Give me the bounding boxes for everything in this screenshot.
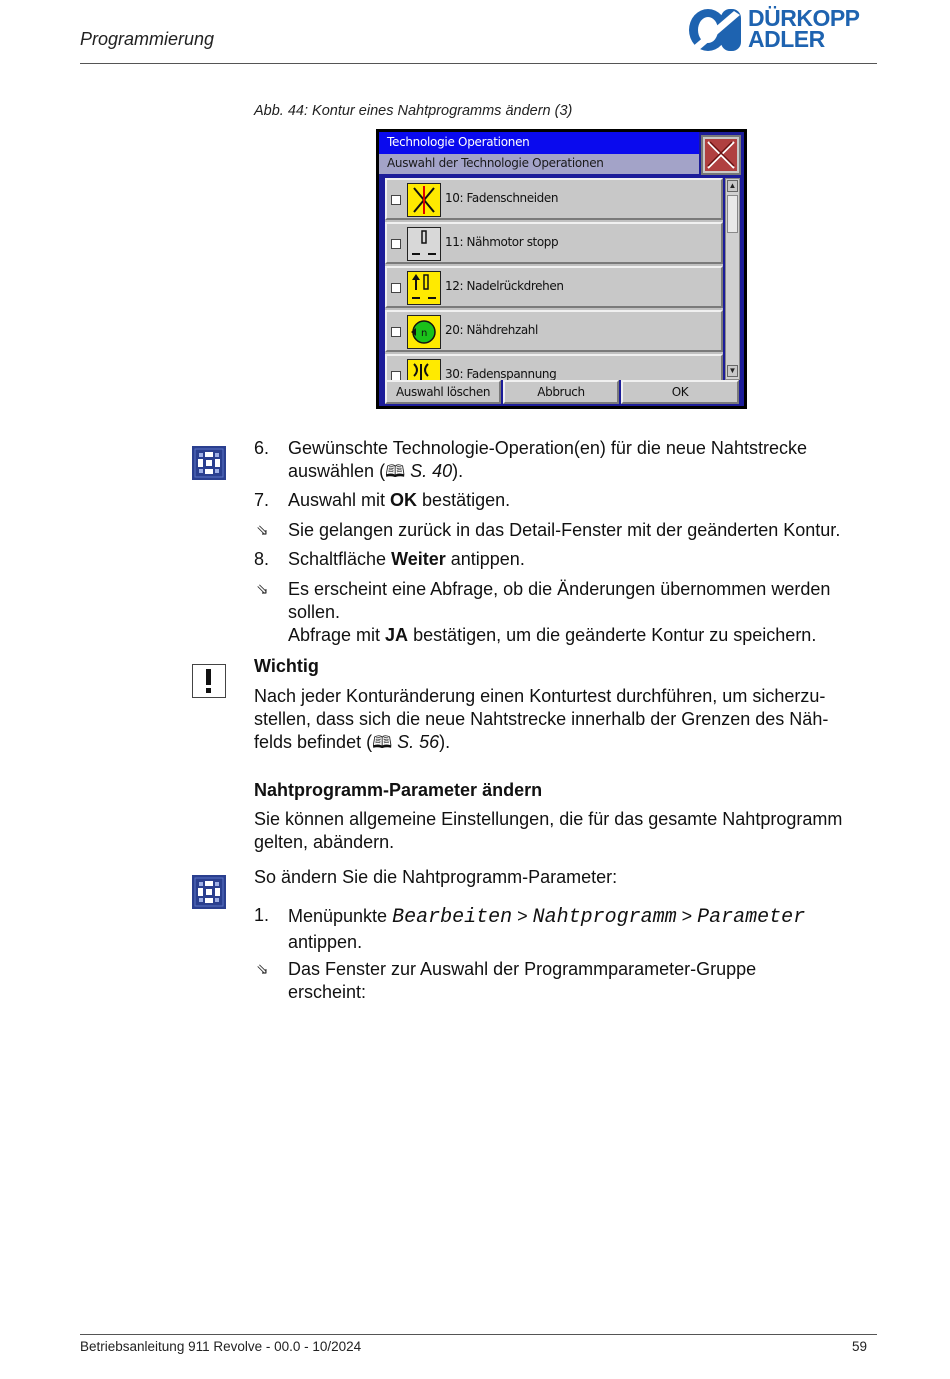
step-text-end: ). — [452, 461, 464, 481]
item-checkbox[interactable] — [391, 283, 401, 293]
brand-logo — [688, 7, 878, 55]
item-label: 10: Fadenschneiden — [445, 191, 559, 205]
sewing-speed-icon — [407, 315, 441, 349]
scroll-down-icon[interactable]: ▼ — [728, 366, 737, 375]
item-label: 20: Nähdrehzahl — [445, 323, 538, 337]
warning-icon — [192, 664, 226, 698]
list-item[interactable] — [385, 266, 723, 308]
instruction-icon — [192, 446, 226, 480]
section-heading: Nahtprogramm-Parameter ändern — [254, 780, 543, 800]
list-item[interactable] — [385, 354, 723, 380]
menu-path-1: Bearbeiten — [392, 906, 513, 929]
close-icon — [703, 137, 739, 173]
item-label: 12: Nadelrückdrehen — [445, 279, 564, 293]
footer-document: Betriebsanleitung 911 Revolve - 00.0 - 10/2024 — [80, 1339, 362, 1354]
item-checkbox[interactable] — [391, 195, 401, 205]
needle-reverse-icon — [407, 271, 441, 305]
step-text: Schaltfläche Weiter antippen. — [288, 549, 525, 569]
important-title: Wichtig — [254, 656, 319, 676]
item-checkbox[interactable] — [391, 327, 401, 337]
step-number: 7. — [254, 490, 270, 510]
bold-term: JA — [385, 625, 409, 645]
logo-line-1: DÜRKOPP — [748, 5, 860, 31]
step-number: 1. — [254, 905, 270, 925]
svg-text:n: n — [421, 328, 428, 339]
window-subtitle: Auswahl der Technologie Operationen — [379, 154, 699, 174]
result-arrow-icon: ⇘ — [256, 522, 269, 539]
page-ref: S. 56 — [392, 732, 440, 752]
scroll-up-icon[interactable]: ▲ — [728, 181, 737, 190]
thread-cut-icon — [407, 183, 441, 217]
result-text: Es erscheint eine Abfrage, ob die Änderungen übernommen werden sollen. Abfrage mit JA bestätigen, um die geänderte Kontur zu speichern. — [288, 579, 831, 645]
step-number: 6. — [254, 438, 270, 458]
result-arrow-icon: ⇘ — [256, 961, 269, 978]
figure-caption: Abb. 44: Kontur eines Nahtprogramms ändern (3) — [254, 103, 573, 119]
menu-path-3: Parameter — [697, 906, 806, 929]
section-title: Programmierung — [80, 29, 215, 49]
result-text: Das Fenster zur Auswahl der Programmparameter-Gruppe erscheint: — [288, 959, 757, 1002]
book-ref-icon: 🕮 — [385, 462, 406, 481]
howto-text: So ändern Sie die Nahtprogramm-Parameter: — [254, 867, 618, 887]
result-text: Sie gelangen zurück in das Detail-Fenster mit der geänderten Kontur. — [288, 520, 841, 540]
ok-button[interactable]: OK — [621, 380, 739, 404]
step-text — [288, 437, 807, 483]
menu-path-2: Nahtprogramm — [532, 906, 677, 929]
logo-line-2: ADLER — [748, 26, 825, 52]
bold-term: Weiter — [391, 549, 446, 569]
list-scrollbar[interactable] — [725, 178, 740, 380]
step-number: 8. — [254, 549, 270, 569]
step-text-line-2: auswählen ( — [288, 461, 386, 481]
operations-list — [385, 178, 723, 380]
item-label: 30: Fadenspannung — [445, 367, 557, 380]
footer-rule — [80, 1334, 877, 1335]
list-item[interactable] — [385, 222, 723, 264]
cancel-button[interactable]: Abbruch — [503, 380, 619, 404]
item-label: 11: Nähmotor stopp — [445, 235, 559, 249]
section-intro: Sie können allgemeine Einstellungen, die für das gesamte Nahtprogramm gelten, abändern. — [254, 809, 843, 852]
logo-mark-icon — [688, 7, 746, 53]
book-ref-icon: 🕮 — [372, 733, 393, 752]
important-text: Nach jeder Konturänderung einen Konturtest durchführen, um sicherzu- stellen, dass sich die neue Nahtstrecke innerhalb der Grenzen des Näh- felds befindet (🕮 S. 56). — [254, 686, 829, 752]
close-button[interactable] — [701, 135, 741, 175]
item-checkbox[interactable] — [391, 371, 401, 380]
bold-term: OK — [390, 490, 418, 510]
step-text: Auswahl mit OK bestätigen. — [288, 490, 511, 510]
list-item[interactable] — [385, 310, 723, 352]
page-ref: S. 40 — [405, 461, 453, 481]
item-checkbox[interactable] — [391, 239, 401, 249]
device-screenshot — [376, 129, 747, 409]
scroll-thumb[interactable] — [727, 195, 738, 233]
page-number: 59 — [852, 1339, 868, 1354]
result-arrow-icon: ⇘ — [256, 581, 269, 598]
step-text: Menüpunkte Bearbeiten > Nahtprogramm > Parameter antippen. — [288, 906, 806, 952]
thread-tension-icon — [407, 359, 441, 380]
step-text-line-1: Gewünschte Technologie-Operation(en) für die neue Nahtstrecke — [288, 438, 807, 458]
motor-stop-icon — [407, 227, 441, 261]
header-rule — [80, 63, 877, 64]
list-item[interactable] — [385, 178, 723, 220]
instruction-icon — [192, 875, 226, 909]
window-title: Technologie Operationen — [379, 132, 699, 154]
clear-selection-button[interactable]: Auswahl löschen — [385, 380, 501, 404]
